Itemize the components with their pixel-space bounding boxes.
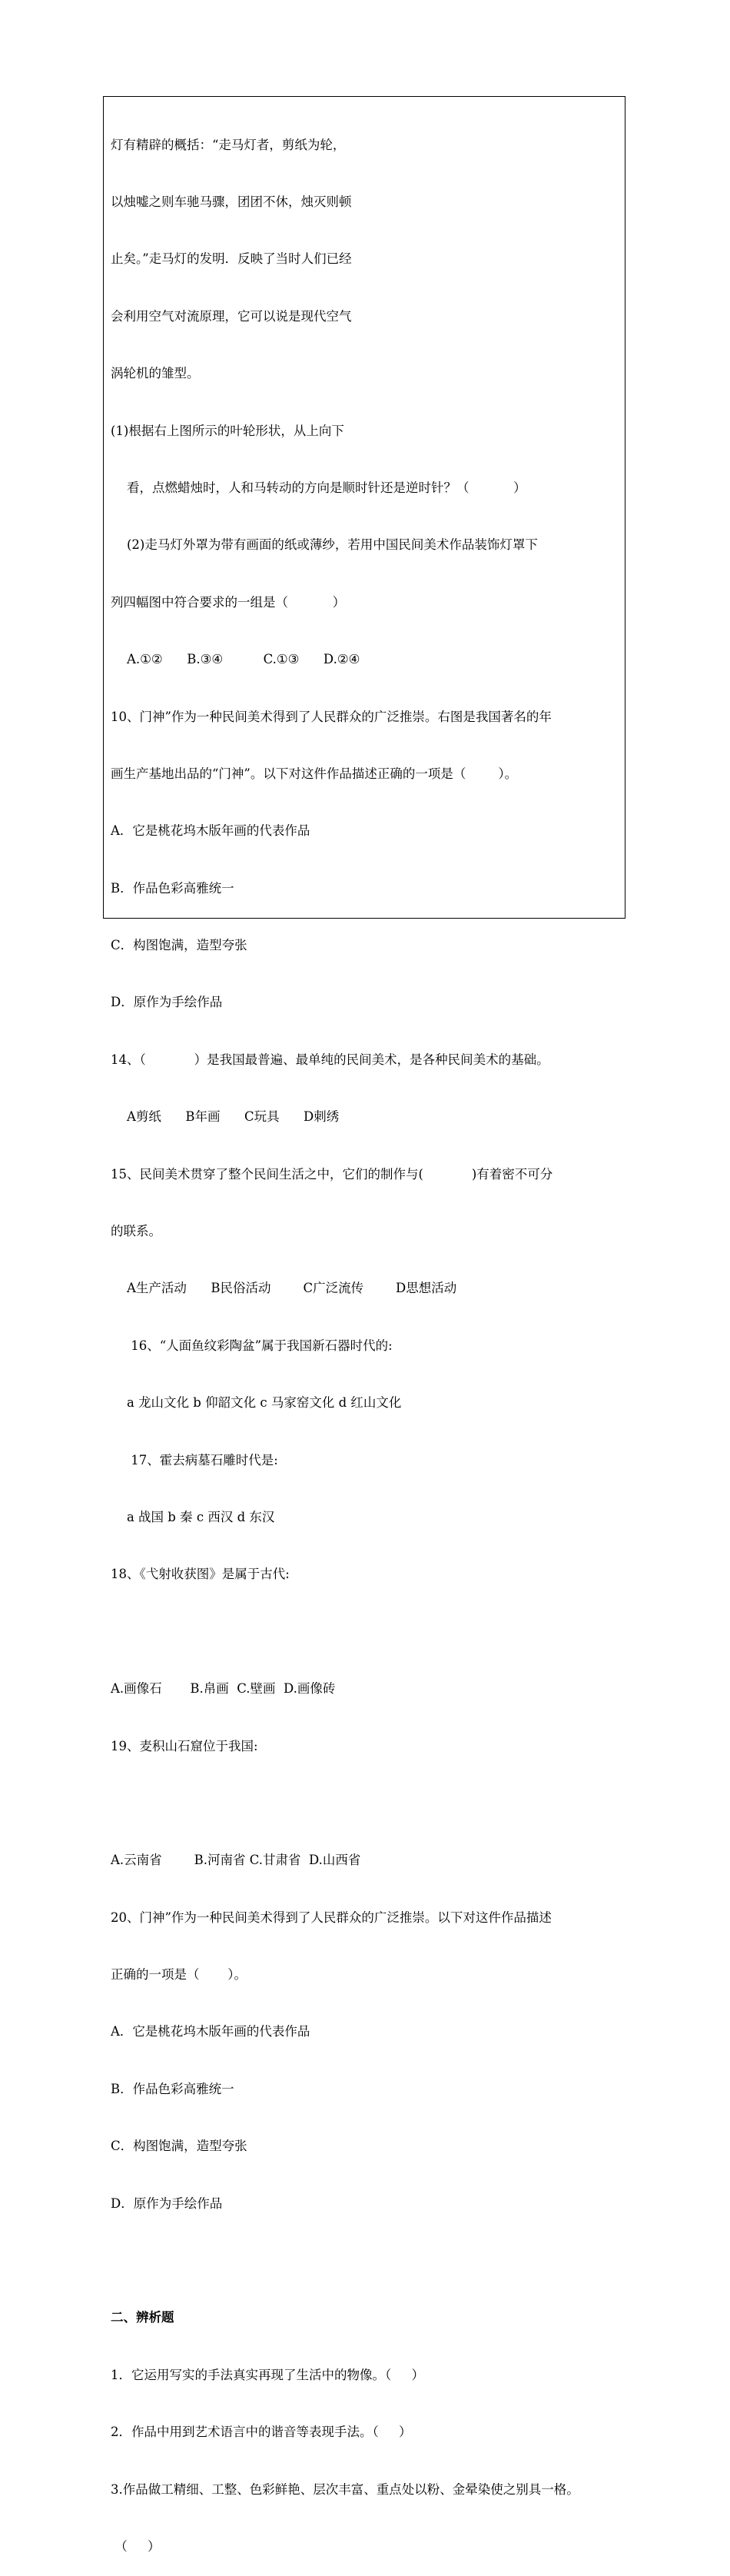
question-14-options: A剪纸 B年画 C玩具 D刺绣 [111, 1109, 340, 1125]
blank-line [111, 2252, 621, 2271]
text-line: 会利用空气对流原理，它可以说是现代空气 [111, 308, 352, 324]
blank-line [111, 1623, 621, 1642]
analysis-item-2: 2．作品中用到艺术语言中的谐音等表现手法。（ ） [111, 2425, 412, 2440]
question-10-cont: 画生产基地出品的“门神”。以下对这件作品描述正确的一项是（ ）。 [111, 766, 518, 781]
text-line: 止矣。”走马灯的发明．反映了当时人们已经 [111, 251, 352, 267]
question-19: 19、麦积山石窟位于我国: [111, 1738, 258, 1753]
option-c: C．构图饱满，造型夸张 [111, 2139, 247, 2154]
option-d: D．原作为手绘作品 [111, 995, 223, 1010]
text-line: 以烛嘘之则车驰马骤，团团不休，烛灭则顿 [111, 194, 352, 209]
option-a: A．它是桃花坞木版年画的代表作品 [111, 2024, 310, 2039]
question-18-options: A.画像石 B.帛画 C.壁画 D.画像砖 [111, 1681, 336, 1697]
section-heading: 二、辨析题 [111, 2310, 174, 2325]
option-d: D．原作为手绘作品 [111, 2195, 223, 2211]
document-body [111, 98, 621, 2576]
question-20-cont: 正确的一项是（ ）。 [111, 1967, 247, 1983]
question-10: 10、门神”作为一种民间美术得到了人民群众的广泛推崇。右图是我国著名的年 [111, 709, 552, 724]
question-1-part-2-cont: 列四幅图中符合要求的一组是（ ） [111, 594, 346, 610]
text-line: 灯有精辟的概括：“走马灯者，剪纸为轮， [111, 137, 346, 152]
analysis-item-3-cont: （ ） [111, 2539, 161, 2554]
question-16: 16、“人面鱼纹彩陶盆”属于我国新石器时代的: [111, 1338, 393, 1353]
question-20: 20、门神”作为一种民间美术得到了人民群众的广泛推崇。以下对这件作品描述 [111, 1910, 552, 1925]
text-line: 涡轮机的雏型。 [111, 366, 200, 381]
question-1-options: A.①② B.③④ C.①③ D.②④ [111, 652, 360, 667]
question-14: 14、（ ）是我国最普遍、最单纯的民间美术，是各种民间美术的基础。 [111, 1052, 549, 1067]
blank-line [111, 1794, 621, 1813]
question-1-part-2: (2)走马灯外罩为带有画面的纸或薄纱，若用中国民间美术作品装饰灯罩下 [111, 537, 538, 553]
option-c: C．构图饱满，造型夸张 [111, 938, 247, 953]
question-17: 17、霍去病墓石雕时代是: [111, 1452, 278, 1467]
question-15-options: A生产活动 B民俗活动 C广泛流传 D思想活动 [111, 1281, 457, 1296]
question-18: 18、《弋射收获图》是属于古代: [111, 1567, 290, 1582]
option-b: B．作品色彩高雅统一 [111, 2081, 234, 2096]
question-19-options: A.云南省 B.河南省 C.甘肃省 D.山西省 [111, 1853, 361, 1868]
option-b: B．作品色彩高雅统一 [111, 880, 234, 896]
option-a: A．它是桃花坞木版年画的代表作品 [111, 823, 310, 839]
question-16-options: a 龙山文化 b 仰韶文化 c 马家窑文化 d 红山文化 [111, 1395, 402, 1411]
question-15: 15、民间美术贯穿了整个民间生活之中，它们的制作与( )有着密不可分 [111, 1166, 553, 1182]
question-17-options: a 战国 b 秦 c 西汉 d 东汉 [111, 1509, 275, 1524]
question-15-cont: 的联系。 [111, 1224, 161, 1239]
question-1-part-1-cont: 看，点燃蜡烛时，人和马转动的方向是顺时针还是逆时针？（ ） [111, 480, 526, 495]
analysis-item-3: 3.作品做工精细、工整、色彩鲜艳、层次丰富、重点处以粉、金晕染使之别具一格。 [111, 2481, 579, 2497]
analysis-item-1: 1．它运用写实的手法真实再现了生活中的物像。（ ） [111, 2367, 424, 2382]
question-1-part-1: (1)根据右上图所示的叶轮形状，从上向下 [111, 423, 344, 438]
